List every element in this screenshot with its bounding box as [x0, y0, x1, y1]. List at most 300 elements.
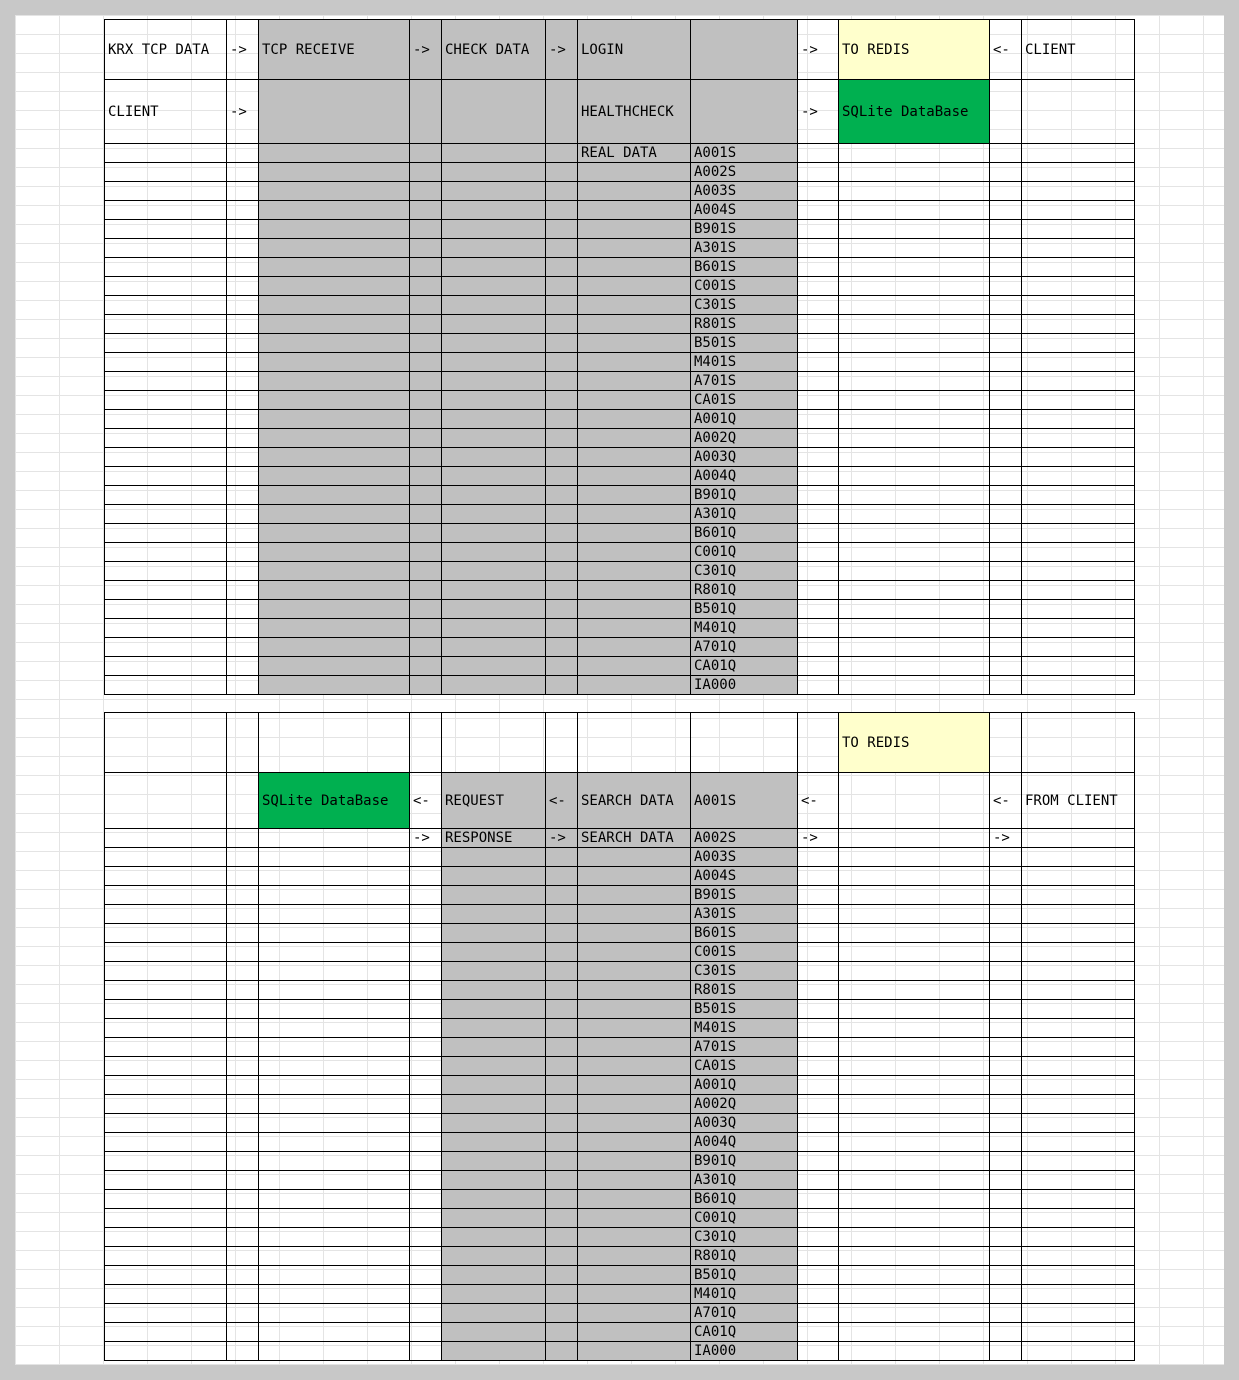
cell[interactable]	[546, 258, 578, 277]
cell[interactable]	[442, 848, 546, 867]
cell[interactable]	[798, 1285, 839, 1304]
cell[interactable]	[1022, 505, 1135, 524]
cell[interactable]	[442, 182, 546, 201]
cell[interactable]	[546, 239, 578, 258]
code-cell[interactable]: C301Q	[691, 562, 798, 581]
cell[interactable]	[105, 1228, 227, 1247]
cell[interactable]	[546, 1038, 578, 1057]
cell[interactable]	[990, 562, 1022, 581]
cell[interactable]	[259, 1304, 410, 1323]
code-cell[interactable]: R801Q	[691, 1247, 798, 1266]
cell[interactable]	[578, 334, 691, 353]
cell[interactable]	[990, 277, 1022, 296]
cell[interactable]	[839, 1171, 990, 1190]
cell[interactable]	[105, 239, 227, 258]
cell[interactable]	[105, 1304, 227, 1323]
cell[interactable]	[1022, 239, 1135, 258]
cell[interactable]	[442, 676, 546, 695]
code-cell[interactable]: A701S	[691, 372, 798, 391]
code-cell[interactable]: A301Q	[691, 505, 798, 524]
cell[interactable]	[410, 543, 442, 562]
cell[interactable]	[546, 676, 578, 695]
cell[interactable]	[839, 1133, 990, 1152]
cell[interactable]	[546, 1114, 578, 1133]
cell[interactable]	[442, 524, 546, 543]
cell[interactable]: FROM CLIENT	[1022, 773, 1135, 829]
cell[interactable]	[578, 600, 691, 619]
cell[interactable]	[798, 1076, 839, 1095]
cell[interactable]	[105, 924, 227, 943]
cell[interactable]: SEARCH DATA	[578, 773, 691, 829]
cell[interactable]	[442, 1038, 546, 1057]
cell[interactable]	[259, 886, 410, 905]
cell[interactable]	[410, 1057, 442, 1076]
cell[interactable]	[578, 886, 691, 905]
cell[interactable]: SEARCH DATA	[578, 829, 691, 848]
cell[interactable]	[105, 1342, 227, 1361]
cell[interactable]	[990, 1019, 1022, 1038]
cell[interactable]	[259, 524, 410, 543]
cell[interactable]	[442, 334, 546, 353]
cell[interactable]	[990, 1323, 1022, 1342]
cell[interactable]: ->	[410, 20, 442, 80]
cell[interactable]	[442, 1266, 546, 1285]
code-cell[interactable]: A001S	[691, 144, 798, 163]
cell[interactable]	[839, 886, 990, 905]
cell[interactable]	[990, 505, 1022, 524]
cell[interactable]: ->	[990, 829, 1022, 848]
cell[interactable]	[839, 410, 990, 429]
cell[interactable]	[442, 905, 546, 924]
cell[interactable]	[990, 182, 1022, 201]
cell[interactable]	[798, 867, 839, 886]
cell[interactable]	[798, 1057, 839, 1076]
cell[interactable]	[442, 1190, 546, 1209]
cell[interactable]	[990, 600, 1022, 619]
cell[interactable]	[578, 315, 691, 334]
cell[interactable]	[1022, 334, 1135, 353]
cell[interactable]	[578, 372, 691, 391]
cell[interactable]	[1022, 1285, 1135, 1304]
cell[interactable]	[839, 1323, 990, 1342]
code-cell[interactable]: B501S	[691, 334, 798, 353]
cell[interactable]	[990, 657, 1022, 676]
cell[interactable]	[410, 600, 442, 619]
cell[interactable]: TO REDIS	[839, 713, 990, 773]
cell[interactable]	[546, 372, 578, 391]
cell[interactable]	[105, 773, 227, 829]
cell[interactable]	[578, 1228, 691, 1247]
cell[interactable]	[259, 163, 410, 182]
cell[interactable]	[227, 505, 259, 524]
cell[interactable]	[227, 1323, 259, 1342]
cell[interactable]	[442, 943, 546, 962]
cell[interactable]	[227, 391, 259, 410]
code-cell[interactable]: A003Q	[691, 448, 798, 467]
cell[interactable]	[442, 1171, 546, 1190]
cell[interactable]	[259, 981, 410, 1000]
cell[interactable]	[410, 201, 442, 220]
cell[interactable]	[227, 867, 259, 886]
cell[interactable]	[227, 486, 259, 505]
cell[interactable]	[259, 962, 410, 981]
cell[interactable]	[839, 258, 990, 277]
cell[interactable]	[259, 713, 410, 773]
cell[interactable]	[1022, 981, 1135, 1000]
cell[interactable]	[442, 886, 546, 905]
code-cell[interactable]: M401S	[691, 1019, 798, 1038]
cell[interactable]	[578, 1285, 691, 1304]
cell[interactable]	[442, 163, 546, 182]
cell[interactable]	[105, 467, 227, 486]
cell[interactable]	[990, 163, 1022, 182]
cell[interactable]	[442, 1323, 546, 1342]
cell[interactable]	[227, 239, 259, 258]
cell[interactable]	[578, 962, 691, 981]
cell[interactable]	[990, 905, 1022, 924]
cell[interactable]	[546, 1342, 578, 1361]
cell[interactable]	[546, 277, 578, 296]
cell[interactable]	[442, 1247, 546, 1266]
cell[interactable]	[105, 372, 227, 391]
cell[interactable]	[105, 220, 227, 239]
cell[interactable]	[839, 1247, 990, 1266]
cell[interactable]	[578, 1076, 691, 1095]
cell[interactable]	[105, 713, 227, 773]
cell[interactable]	[546, 1076, 578, 1095]
cell[interactable]	[442, 981, 546, 1000]
cell[interactable]	[798, 1304, 839, 1323]
cell[interactable]	[578, 1190, 691, 1209]
cell[interactable]	[227, 1076, 259, 1095]
cell[interactable]	[442, 429, 546, 448]
cell[interactable]	[227, 1304, 259, 1323]
cell[interactable]	[839, 486, 990, 505]
cell[interactable]	[227, 773, 259, 829]
cell[interactable]: ->	[798, 829, 839, 848]
cell[interactable]	[259, 581, 410, 600]
cell[interactable]	[546, 1133, 578, 1152]
cell[interactable]	[1022, 581, 1135, 600]
cell[interactable]	[798, 391, 839, 410]
cell[interactable]	[798, 924, 839, 943]
cell[interactable]	[259, 619, 410, 638]
cell[interactable]	[105, 1133, 227, 1152]
cell[interactable]	[1022, 1133, 1135, 1152]
cell[interactable]	[259, 1228, 410, 1247]
cell[interactable]	[227, 1266, 259, 1285]
cell[interactable]	[990, 1247, 1022, 1266]
cell[interactable]	[410, 80, 442, 144]
cell[interactable]	[546, 1266, 578, 1285]
cell[interactable]	[546, 315, 578, 334]
cell[interactable]	[259, 1285, 410, 1304]
cell[interactable]	[105, 619, 227, 638]
cell[interactable]	[578, 676, 691, 695]
cell[interactable]	[546, 562, 578, 581]
cell[interactable]	[990, 239, 1022, 258]
cell[interactable]	[105, 981, 227, 1000]
cell[interactable]	[839, 1266, 990, 1285]
cell[interactable]	[798, 581, 839, 600]
cell[interactable]	[578, 182, 691, 201]
cell[interactable]	[990, 1228, 1022, 1247]
cell[interactable]	[798, 1000, 839, 1019]
cell[interactable]	[1022, 1000, 1135, 1019]
cell[interactable]	[578, 391, 691, 410]
cell[interactable]	[839, 543, 990, 562]
cell[interactable]	[839, 1285, 990, 1304]
cell[interactable]	[105, 163, 227, 182]
cell[interactable]	[259, 600, 410, 619]
cell[interactable]	[442, 201, 546, 220]
cell[interactable]	[410, 581, 442, 600]
cell[interactable]	[227, 600, 259, 619]
cell[interactable]	[990, 1152, 1022, 1171]
cell[interactable]	[1022, 1152, 1135, 1171]
cell[interactable]	[259, 543, 410, 562]
cell[interactable]	[798, 1038, 839, 1057]
cell[interactable]	[546, 1304, 578, 1323]
cell[interactable]	[798, 657, 839, 676]
cell[interactable]	[227, 638, 259, 657]
cell[interactable]	[442, 220, 546, 239]
cell[interactable]	[990, 1285, 1022, 1304]
cell[interactable]	[546, 943, 578, 962]
cell[interactable]	[410, 619, 442, 638]
cell[interactable]	[578, 1323, 691, 1342]
cell[interactable]	[259, 829, 410, 848]
cell[interactable]	[227, 1285, 259, 1304]
cell[interactable]	[259, 467, 410, 486]
code-cell[interactable]: A003Q	[691, 1114, 798, 1133]
cell[interactable]	[1022, 1247, 1135, 1266]
cell[interactable]	[839, 924, 990, 943]
code-cell[interactable]: B601Q	[691, 524, 798, 543]
cell[interactable]	[259, 676, 410, 695]
cell[interactable]	[227, 429, 259, 448]
cell[interactable]	[546, 638, 578, 657]
cell[interactable]	[410, 1247, 442, 1266]
cell[interactable]: ->	[227, 80, 259, 144]
cell[interactable]	[442, 924, 546, 943]
cell[interactable]	[839, 1190, 990, 1209]
cell[interactable]	[442, 1304, 546, 1323]
cell[interactable]	[798, 410, 839, 429]
cell[interactable]: A001S	[691, 773, 798, 829]
cell[interactable]	[546, 581, 578, 600]
cell[interactable]	[1022, 163, 1135, 182]
code-cell[interactable]: CA01S	[691, 1057, 798, 1076]
cell[interactable]	[227, 277, 259, 296]
cell[interactable]	[578, 277, 691, 296]
cell[interactable]	[839, 505, 990, 524]
cell[interactable]	[410, 943, 442, 962]
cell[interactable]	[990, 943, 1022, 962]
cell[interactable]	[798, 353, 839, 372]
cell[interactable]	[839, 867, 990, 886]
cell[interactable]	[1022, 1076, 1135, 1095]
cell[interactable]	[410, 163, 442, 182]
cell[interactable]	[546, 886, 578, 905]
cell[interactable]	[990, 372, 1022, 391]
code-cell[interactable]: A003S	[691, 848, 798, 867]
cell[interactable]	[1022, 867, 1135, 886]
cell[interactable]	[1022, 829, 1135, 848]
cell[interactable]	[798, 619, 839, 638]
cell[interactable]	[259, 1057, 410, 1076]
cell[interactable]	[227, 886, 259, 905]
cell[interactable]: <-	[410, 773, 442, 829]
cell[interactable]	[105, 905, 227, 924]
cell[interactable]	[546, 962, 578, 981]
cell[interactable]	[442, 505, 546, 524]
cell[interactable]	[105, 1057, 227, 1076]
cell[interactable]	[990, 1000, 1022, 1019]
cell[interactable]	[410, 981, 442, 1000]
cell[interactable]	[546, 1323, 578, 1342]
cell[interactable]	[259, 182, 410, 201]
cell[interactable]	[105, 391, 227, 410]
cell[interactable]: <-	[990, 773, 1022, 829]
code-cell[interactable]: R801Q	[691, 581, 798, 600]
cell[interactable]: CLIENT	[105, 80, 227, 144]
cell[interactable]	[227, 315, 259, 334]
code-cell[interactable]: A004Q	[691, 1133, 798, 1152]
cell[interactable]	[227, 562, 259, 581]
cell[interactable]	[259, 486, 410, 505]
cell[interactable]	[259, 80, 410, 144]
cell[interactable]	[442, 1228, 546, 1247]
cell[interactable]	[1022, 562, 1135, 581]
cell[interactable]	[259, 296, 410, 315]
cell[interactable]	[227, 334, 259, 353]
code-cell[interactable]: A301S	[691, 239, 798, 258]
cell[interactable]	[839, 1209, 990, 1228]
cell[interactable]	[839, 905, 990, 924]
cell[interactable]	[227, 467, 259, 486]
cell[interactable]	[227, 372, 259, 391]
cell[interactable]	[1022, 1228, 1135, 1247]
cell[interactable]	[227, 258, 259, 277]
cell[interactable]	[839, 562, 990, 581]
cell[interactable]	[105, 1000, 227, 1019]
cell[interactable]	[546, 867, 578, 886]
cell[interactable]	[839, 220, 990, 239]
cell[interactable]	[798, 886, 839, 905]
cell[interactable]	[1022, 713, 1135, 773]
cell[interactable]	[1022, 1038, 1135, 1057]
cell[interactable]	[1022, 1171, 1135, 1190]
cell[interactable]	[442, 1114, 546, 1133]
cell[interactable]	[990, 448, 1022, 467]
code-cell[interactable]: CA01Q	[691, 1323, 798, 1342]
cell[interactable]	[259, 1038, 410, 1057]
code-cell[interactable]: C301Q	[691, 1228, 798, 1247]
cell[interactable]	[442, 867, 546, 886]
cell[interactable]	[990, 1057, 1022, 1076]
cell[interactable]	[105, 1152, 227, 1171]
cell[interactable]	[227, 1057, 259, 1076]
cell[interactable]	[839, 619, 990, 638]
cell[interactable]	[259, 1209, 410, 1228]
cell[interactable]	[227, 410, 259, 429]
code-cell[interactable]: M401S	[691, 353, 798, 372]
cell[interactable]	[442, 353, 546, 372]
cell[interactable]	[410, 1209, 442, 1228]
code-cell[interactable]: A004S	[691, 867, 798, 886]
cell[interactable]	[578, 239, 691, 258]
cell[interactable]	[839, 1304, 990, 1323]
cell[interactable]	[798, 713, 839, 773]
cell[interactable]	[839, 676, 990, 695]
cell[interactable]	[442, 713, 546, 773]
cell[interactable]	[578, 505, 691, 524]
cell[interactable]	[798, 239, 839, 258]
cell[interactable]	[442, 391, 546, 410]
cell[interactable]	[839, 467, 990, 486]
code-cell[interactable]: CA01Q	[691, 657, 798, 676]
cell[interactable]	[105, 1095, 227, 1114]
cell[interactable]	[410, 391, 442, 410]
cell[interactable]	[839, 581, 990, 600]
cell[interactable]	[259, 353, 410, 372]
cell[interactable]: REQUEST	[442, 773, 546, 829]
cell[interactable]	[1022, 144, 1135, 163]
cell[interactable]	[1022, 467, 1135, 486]
cell[interactable]	[578, 486, 691, 505]
cell[interactable]	[546, 429, 578, 448]
cell[interactable]	[990, 867, 1022, 886]
cell[interactable]	[839, 638, 990, 657]
cell[interactable]	[546, 391, 578, 410]
cell[interactable]	[798, 676, 839, 695]
cell[interactable]	[691, 80, 798, 144]
cell[interactable]	[546, 619, 578, 638]
cell[interactable]	[259, 201, 410, 220]
cell[interactable]	[410, 1076, 442, 1095]
cell[interactable]	[990, 638, 1022, 657]
cell[interactable]	[227, 1209, 259, 1228]
cell[interactable]	[442, 1095, 546, 1114]
cell[interactable]	[839, 353, 990, 372]
cell[interactable]	[990, 1266, 1022, 1285]
cell[interactable]	[798, 1171, 839, 1190]
cell[interactable]	[259, 1152, 410, 1171]
cell[interactable]	[798, 1228, 839, 1247]
cell[interactable]	[1022, 676, 1135, 695]
code-cell[interactable]: B901S	[691, 220, 798, 239]
cell[interactable]	[1022, 1266, 1135, 1285]
cell[interactable]	[990, 201, 1022, 220]
cell[interactable]	[105, 600, 227, 619]
cell[interactable]	[990, 524, 1022, 543]
cell[interactable]	[578, 1247, 691, 1266]
cell[interactable]	[990, 962, 1022, 981]
code-cell[interactable]: A001Q	[691, 1076, 798, 1095]
cell[interactable]	[990, 80, 1022, 144]
cell[interactable]	[442, 600, 546, 619]
cell[interactable]	[578, 619, 691, 638]
cell[interactable]	[105, 429, 227, 448]
cell[interactable]	[1022, 638, 1135, 657]
cell[interactable]	[839, 848, 990, 867]
cell[interactable]	[442, 1342, 546, 1361]
cell[interactable]	[546, 505, 578, 524]
code-cell[interactable]: B501Q	[691, 600, 798, 619]
cell[interactable]	[990, 486, 1022, 505]
cell[interactable]: ->	[798, 80, 839, 144]
